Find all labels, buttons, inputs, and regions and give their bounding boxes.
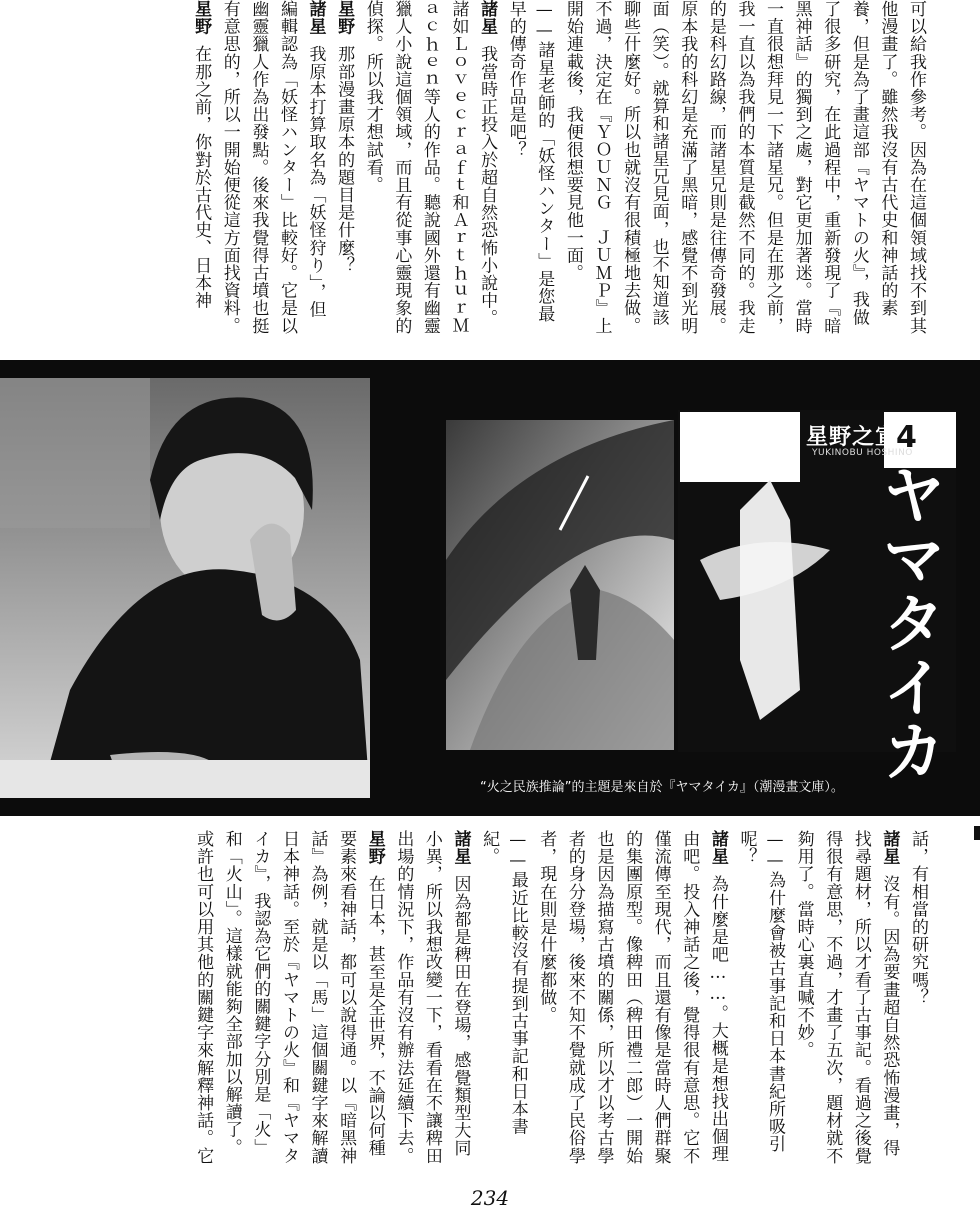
text-column <box>701 0 730 346</box>
speaker-label: 星野 <box>364 830 385 866</box>
text-column <box>703 830 732 1180</box>
text-line: 有意思的，所以一開始便從這方面找資料。 <box>219 0 240 335</box>
text-column <box>873 0 902 346</box>
text-line: 小異，所以我想改變一下，看看在不讓稗田 <box>421 830 442 1165</box>
text-line: 話，有相當的研究嗎？ <box>908 830 928 1006</box>
text-column <box>217 830 246 1180</box>
text-line: 諸如Ｌｏｖｅｃｒａｆｔ和ＡｒｔｈｕｒＭ <box>448 0 469 335</box>
text-column <box>189 830 218 1180</box>
text-column <box>758 0 787 346</box>
text-line: 那部漫畫原本的題目是什麼？ <box>334 45 355 275</box>
text-column <box>818 830 847 1180</box>
text-line: 日本神話。至於『ヤマトの火』和『ヤマタ <box>278 830 299 1165</box>
speaker-label: 諸星 <box>707 830 728 866</box>
text-column <box>387 0 416 346</box>
text-column <box>646 830 675 1180</box>
text-line: 面（笑）。就算和諸星兄見面，也不知道該 <box>648 0 669 326</box>
text-column <box>415 0 444 346</box>
text-line: 可以給我作參考。因為在這個領域找不到其 <box>906 0 926 335</box>
text-line: 在那之前，你對於古代史、日本神 <box>191 45 212 310</box>
text-line: 一直很想拜見一下諸星兄。但是在那之前， <box>763 0 784 335</box>
text-column <box>558 0 587 346</box>
text-line: 也是因為描寫古墳的關係，所以才以考古學 <box>593 830 614 1165</box>
text-column <box>589 830 618 1180</box>
text-column <box>587 0 616 346</box>
text-line: 黑神話』的獨到之處，對它更加著迷。當時 <box>791 0 812 335</box>
cover-author-romaji: YUKINOBU HOSHINO <box>812 448 913 458</box>
text-line: 夠用了。當時心裏直喊不妙。 <box>793 830 814 1059</box>
text-line: 紀。 <box>479 830 500 866</box>
text-line: 找尋題材，所以才看了古事記。看過之後覺 <box>850 830 871 1165</box>
photo-caption: “火之民族推論”的主題是來自於『ヤマタイカ』（潮漫畫文庫）。 <box>480 780 844 795</box>
text-column <box>901 0 930 346</box>
text-column <box>360 830 389 1180</box>
text-column <box>303 830 332 1180</box>
cover-author: 星野之宣 <box>806 425 899 450</box>
text-column <box>187 0 216 346</box>
text-line: 編輯認為「妖怪ハンター」比較好。它是以 <box>276 0 297 335</box>
text-line: ——最近比較沒有提到古事記和日本書 <box>507 830 528 1136</box>
text-line: 和「火山」。這樣就能夠全部加以解讀了。 <box>221 830 242 1156</box>
text-line: 開始連載後，我便很想要見他一面。 <box>562 0 583 282</box>
text-column <box>846 830 875 1180</box>
text-line: 他漫畫了。雖然我沒有古代史和神話的素 <box>877 0 898 317</box>
text-line: 偵探。所以我才想試看。 <box>362 0 383 194</box>
text-column <box>875 830 904 1180</box>
text-line: 的是科幻路線，而諸星兄則是往傳奇發展。 <box>705 0 726 335</box>
text-column <box>644 0 673 346</box>
text-column <box>816 0 845 346</box>
text-column <box>444 0 473 346</box>
text-column <box>560 830 589 1180</box>
text-column <box>358 0 387 346</box>
text-column <box>503 830 532 1180</box>
text-column <box>246 830 275 1180</box>
text-column <box>301 0 330 346</box>
text-line: 由吧。投入神話之後，覺得很有意思。它不 <box>679 830 700 1165</box>
text-line: 呢？ <box>736 830 757 866</box>
text-line: 沒有。因為要畫超自然恐怖漫畫，得 <box>879 875 900 1157</box>
text-line: ——為什麼會被古事記和日本書紀所吸引 <box>765 830 786 1153</box>
text-column <box>787 0 816 346</box>
text-column <box>760 830 789 1180</box>
text-column <box>530 0 559 346</box>
text-column <box>730 0 759 346</box>
speaker-label: 星野 <box>334 0 355 36</box>
text-line: ａｃｈｅｎ等人的作品。聽說國外還有幽靈 <box>419 0 440 335</box>
text-column <box>844 0 873 346</box>
text-line: 要素來看神話，都可以說得通。以『暗黑神 <box>336 830 357 1165</box>
cover-title: ヤマタイカ <box>871 462 945 782</box>
text-column <box>244 0 273 346</box>
text-line: 獵人小說這個領域，而且有從事心靈現象的 <box>391 0 412 335</box>
text-line: 話』為例，就是以「馬」這個關鍵字來解讀 <box>307 830 328 1165</box>
text-line: 不過，決定在『ＹＯＵＮＧ ＪＵＭＰ』上 <box>591 0 612 335</box>
text-column <box>473 0 502 346</box>
text-line: 養，但是為了畫這部『ヤマトの火』，我做 <box>848 0 869 326</box>
text-column <box>215 0 244 346</box>
speaker-label: 諸星 <box>879 830 900 866</box>
text-line: 聊些什麼好。所以也就沒有很積極地去做。 <box>620 0 641 335</box>
text-line: 出場的情況下，作品有沒有辦法延續下去。 <box>393 830 414 1165</box>
text-column <box>903 830 932 1180</box>
cover-volume-number: 4 <box>896 420 917 455</box>
text-column <box>332 830 361 1180</box>
text-column <box>446 830 475 1180</box>
text-line: 得很有意思，不過，才畫了五次，題材就不 <box>822 830 843 1165</box>
text-line: 我原本打算取名為「妖怪狩り」，但 <box>305 45 326 319</box>
text-line: 僅流傳至現代，而且還有像是當時人們群聚 <box>650 830 671 1165</box>
text-column <box>274 830 303 1180</box>
article-text-bottom <box>52 830 932 1180</box>
text-line: 在日本，甚至是全世界，不論以何種 <box>364 875 385 1157</box>
text-column <box>389 830 418 1180</box>
text-line: 我當時正投入於超自然恐怖小說中。 <box>477 45 498 327</box>
text-column <box>675 830 704 1180</box>
text-line: 我一直以為我們的本質是截然不同的。我走 <box>734 0 755 335</box>
text-column <box>617 830 646 1180</box>
text-line: 幽靈獵人作為出發點。後來我覺得古墳也挺 <box>248 0 269 335</box>
text-column <box>501 0 530 346</box>
text-line: 者的身分登場，後來不知不覺就成了民俗學 <box>564 830 585 1165</box>
speaker-label: 諸星 <box>305 0 326 36</box>
text-line: 了很多研究，在此過程中，重新發現了『暗 <box>820 0 841 335</box>
text-column <box>673 0 702 346</box>
text-line: イカ』，我認為它們的關鍵字分別是「火」 <box>250 830 271 1156</box>
page-number: 234 <box>470 1186 510 1210</box>
speaker-label: 星野 <box>191 0 212 36</box>
speaker-label: 諸星 <box>477 0 498 36</box>
text-column <box>272 0 301 346</box>
text-column <box>475 830 504 1180</box>
text-line: 者，現在則是什麼都做。 <box>536 830 557 1024</box>
text-line: ——諸星老師的「妖怪ハンター」是您最 <box>534 0 555 323</box>
speaker-label: 諸星 <box>450 830 471 866</box>
text-column <box>789 830 818 1180</box>
text-line: 為什麼是吧……。大概是想找出個理 <box>707 875 728 1163</box>
text-column <box>615 0 644 346</box>
text-line: 早的傳奇作品是吧？ <box>505 0 526 159</box>
edge-mark <box>974 826 980 840</box>
text-line: 的集團原型。像稗田（稗田禮二郎）一開始 <box>622 830 643 1165</box>
text-line: 或許也可以用其他的關鍵字來解釋神話。它 <box>193 830 214 1165</box>
text-column <box>417 830 446 1180</box>
text-line: 因為都是稗田在登場，感覺類型大同 <box>450 875 471 1157</box>
text-column <box>330 0 359 346</box>
text-line: 原本我的科幻是充滿了黑暗，感覺不到光明 <box>677 0 698 335</box>
text-column <box>732 830 761 1180</box>
text-column <box>532 830 561 1180</box>
article-text-top <box>50 0 930 346</box>
